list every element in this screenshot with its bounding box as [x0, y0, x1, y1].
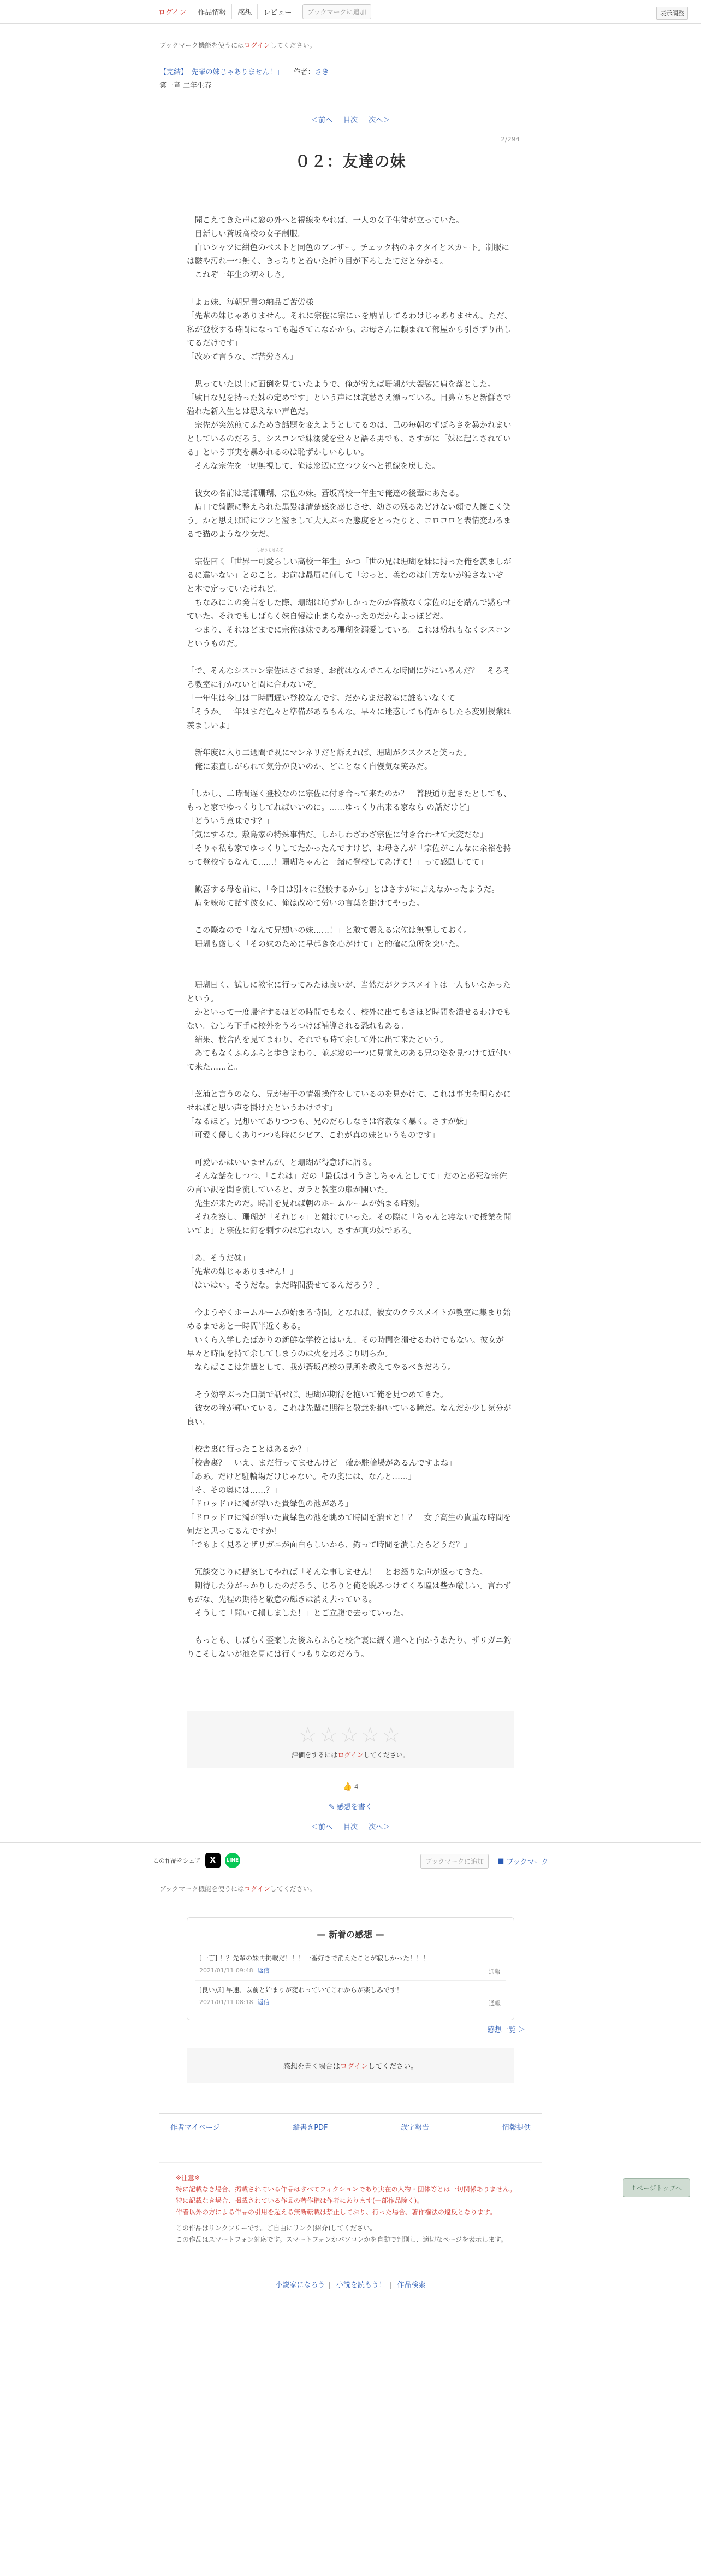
novel-paragraph: 宗佐が突然煎てふためき話題を変えようとしてるのは、己の毎朝のずぼらさを暴かれまいとしているのだろう。シスコンで妹溺愛を堂々と語る男でも、さすがに「妹に起こされている」という事実を暴かれるのは恥ずかしいらしい。	[187, 421, 512, 457]
novel-paragraph	[187, 1293, 514, 1307]
caution-gap	[176, 2218, 525, 2223]
novel-paragraph: 「校舎裏に行ったことはあるか？」	[187, 1445, 313, 1454]
star-icon[interactable]: ☆	[319, 1723, 340, 1747]
novel-paragraph	[187, 474, 514, 487]
novel-paragraph: ちなみにこの発言をした際、珊瑚は恥ずかしかったのか容赦なく宗佐の足を踏んで黙らせていた。それでもしばらく妹自慢は止まらなかったのだからよっぽどだ。	[187, 599, 512, 621]
novel-paragraph	[187, 1238, 514, 1252]
novel-paragraph: 思っていた以上に面倒を見ていたようで、俺が労えば珊瑚が大袈裟に肩を落とした。	[194, 380, 496, 389]
impression-reply-link[interactable]: 返信	[257, 1967, 270, 1974]
typo-report-link[interactable]: 誤字報告	[401, 2124, 430, 2132]
caution-line: 特に記載なき場合、掲載されている作品の著作権は作者にあります(一部作品除く)。	[176, 2197, 424, 2205]
impression-item	[195, 1981, 506, 2012]
page-number: 2/294	[501, 135, 520, 143]
share-bar	[0, 1842, 701, 1875]
bookmark-notice-bottom	[159, 1884, 542, 1893]
novel-paragraph: 「そりゃ私も家でゆっくりしてたかったんですけど、お母さんが「宗佐がこんなに余裕を持って登校するなんて……！珊瑚ちゃんと一緒に登校してあげて！」って感動してて」	[187, 844, 512, 867]
novel-paragraph: 「一年生は今日は二時間遅い登校なんです。だからまだ教室に誰もいなくて」	[187, 694, 464, 703]
novel-paragraph: 今ようやくホームルームが始まる時間。となれば、彼女のクラスメイトが教室に集まり始めるまであと一時間半近くある。	[187, 1309, 511, 1331]
novel-paragraph: 歓喜する母を前に、「今日は別々に登校するから」とはさすがに言えなかったようだ。	[194, 885, 500, 894]
pager-top	[159, 114, 542, 125]
prev-link[interactable]: ＜前へ	[311, 116, 332, 125]
report-link[interactable]: 通報	[489, 2000, 501, 2007]
impression-text: [良い点] 早速、以前と始まりが変わっていてこれからが楽しみです！	[199, 1986, 403, 1994]
notice-after-bottom: してください。	[270, 1885, 316, 1893]
novel-paragraph: 「ああ。だけど駐輪場だけじゃない。その奥には、なんと……」	[187, 1473, 416, 1481]
novel-paragraph: 「気にするな。敷島家の特殊事情だ。しかしわざわざ宗佐に付き合わせて大変だな」	[187, 831, 488, 840]
novel-paragraph: 「そうか。一年はまだ色々と準備があるもんな。早々に迷惑しても俺からしたら変別授業は羨ましいよ」	[187, 708, 512, 730]
novel-body	[187, 214, 514, 1662]
novel-paragraph: 「芝浦と言うのなら、兄が若干の情報操作をしているのを見かけて、これは事実を明らかにせねばと思い声を掛けたというわけです」	[187, 1090, 512, 1113]
impression-date-row	[199, 1998, 502, 2006]
notice-text-after: してください。	[270, 42, 316, 49]
notice-text: ブックマーク機能を使うには	[159, 42, 245, 49]
caution-line: 作者以外の方による作品の引用を超える無断転載は禁止しており、行った場合、著作権法の違反となります。	[176, 2208, 497, 2216]
novel-paragraph: 珊瑚も厳しく「その妹のために早起きを心がけて」と的確に急所を突いた。	[194, 940, 464, 949]
novel-paragraph: 白いシャツに紺色のベストと同色のブレザー。チェック柄のネクタイとスカート。制服には皺や汚れ一つ無く、きっちりと着いた折り目が下ろしたてだと分かる。	[187, 244, 509, 266]
impression-reply-link[interactable]: 返信	[257, 1999, 270, 2006]
next-link-bottom[interactable]: 次へ＞	[369, 1823, 390, 1831]
novel-paragraph: 結果、校舎内を見てまわり、それでも時て余して外に出て来たという。	[194, 1036, 448, 1044]
new-impressions	[187, 1917, 514, 2020]
novel-paragraph: そんな宗佐を一切無視して、俺は窓辺に立つ少女へと視線を戻した。	[194, 462, 440, 471]
share-label: この作品をシェア	[153, 1857, 201, 1864]
impression-write-text[interactable]: 感想を書く	[337, 1803, 373, 1811]
novel-paragraph: 肩を竦めて話す彼女に、俺は改めて労いの言葉を掛けてやった。	[194, 899, 424, 908]
novel-paragraph: そうして「聞いて損しました！」とご立腹で去っていった。	[194, 1609, 408, 1618]
next-link[interactable]: 次へ＞	[369, 116, 390, 125]
notice-login-link-bottom[interactable]: ログイン	[244, 1885, 270, 1893]
caution-heading: ※注意※	[176, 2174, 200, 2182]
episode-title: ０２：友達の妹	[295, 152, 406, 170]
novel-paragraph: つまり、それほどまでに宗佐は妹である珊瑚を溺愛している。これは紛れもなくシスコンというものだ。	[187, 626, 512, 648]
novel-paragraph: 珊瑚曰く、試しに教室に行ってみたは良いが、当然だがクラスメイトは一人もいなかったという。	[187, 981, 511, 1003]
footer-search-link[interactable]: 作品検索	[397, 2281, 426, 2289]
novel-paragraph: 「駄目な兄を持った妹の定めです」という声には哀愁さえ漂っている。目鼻立ちと新鮮さで溢れた新入生とは思えない声色だ。	[187, 394, 512, 416]
rating-stars	[187, 1723, 514, 1747]
novel-paragraph: 「なるほど。兄想いてありつつも、兄のだらしなさは容赦なく暴く。さすが妹」	[187, 1118, 472, 1126]
novel-paragraph: 彼女の瞳が輝いている。これは先輩に期待と敬意を抱いている瞳だ。なんだか少し気分が良い。	[187, 1404, 512, 1427]
footer-narou-link[interactable]: 小説家になろう	[275, 2281, 325, 2289]
review-link[interactable]: レビュー	[263, 9, 292, 17]
novel-paragraph: 冗談交じりに提案してやれば「そんな事しません！」とお怒りな声が返ってきた。	[194, 1568, 488, 1577]
novel-paragraph	[187, 1074, 514, 1088]
new-impressions-heading: — 新着の感想 —	[317, 1929, 384, 1940]
novel-paragraph: それを察し、珊瑚が「それじゃ」と離れていった。その際に「ちゃんと寝ないで授業を聞いてよ」と宗佐に釘を刺すのは忘れない。さすが真の妹である。	[187, 1213, 512, 1236]
novel-paragraph	[187, 1621, 514, 1634]
novel-paragraph: 目新しい蒼坂高校の女子制服。	[194, 230, 306, 239]
share-left	[153, 1853, 240, 1868]
novel-paragraph: ならばここは先輩として、我が蒼坂高校の見所を教えてやるべきだろう。	[194, 1363, 456, 1372]
novel-paragraph: 「可愛く優しくありつつも時にシビア、これが真の妹というものです」	[187, 1131, 439, 1140]
novel-paragraph: 先生が来たのだ。時計を見れば朝のホームルームが始まる時刻。	[194, 1200, 424, 1208]
footer-sep: |	[328, 2281, 331, 2289]
toc-link[interactable]: 目次	[343, 116, 358, 125]
novel-paragraph: 「改めて言うな、ご苦労さん」	[187, 353, 298, 362]
novel-paragraph	[187, 651, 514, 665]
impressions-more-link[interactable]: 感想一覧 ＞	[487, 2026, 525, 2034]
work-info-link[interactable]: 作品情報	[192, 4, 232, 19]
novel-paragraph	[187, 1552, 514, 1566]
display-settings-button[interactable]: 表示調整	[656, 7, 688, 20]
novel-paragraph	[187, 952, 514, 965]
impression-write-box	[187, 2048, 514, 2083]
rating-login-link[interactable]: ログイン	[337, 1751, 364, 1759]
novel-paragraph: 期待した分がっかりしたのだろう、じろりと俺を睨みつけてくる瞳は些か厳しい。言わずもがな、先程の期待と敬意の輝きは消え去っている。	[187, 1582, 512, 1604]
novel-paragraph: いくら入学したばかりの新鮮な学校とはいえ、その時間を潰せるわけでもない。彼女が早々と時間を持て余してしまうのは火を見るより明らか。	[187, 1336, 504, 1358]
novel-paragraph: もっとも、しばらく歪案した後ふらふらと校舎裏に続く道へと向かうあたり、ザリガニ釣りこそしないが池を見には行くつもりなのだろう。	[187, 1636, 512, 1659]
novel-paragraph: かといって一度帰宅するほどの時間でもなく、校外に出てもさほど時間を潰せるわけでもない。むしろ下手に校外をうろつけば補導される恐れもある。	[187, 1008, 512, 1031]
author-link[interactable]: さき	[314, 68, 329, 76]
series-info	[159, 66, 542, 76]
series-title-link[interactable]: 【完結】「先輩の妹じゃありません！」	[159, 68, 284, 76]
top-nav	[153, 4, 371, 19]
caution-line: この作品はリンクフリーです。ご自由にリンク(紹介)してください。	[176, 2224, 377, 2232]
impression-write-link[interactable]	[0, 1801, 701, 1811]
notice-wrap	[159, 1884, 542, 1893]
impressions-link[interactable]: 感想	[232, 4, 258, 19]
novel-paragraph: 宗佐曰く「世界一可愛らしい高校一年生」かつ「世の兄は珊瑚を妹に持った俺を羨ましがるに違いない」とのこと。お前は贔屓に何して「おっと、羨むのは仕方ないが渡さないぞ」と本で定っていたけれど。	[187, 558, 512, 594]
novel-paragraph: 「先輩の妹じゃありません！」	[187, 1268, 298, 1277]
prev-link-bottom[interactable]: ＜前へ	[311, 1823, 332, 1831]
novel-paragraph: 彼女の名前は芝浦珊瑚、宗佐の妹。蒼坂高校一年生で俺達の後輩にあたる。	[194, 489, 464, 498]
novel-paragraph	[187, 733, 514, 747]
caution-box	[159, 2162, 542, 2256]
novel-paragraph	[187, 911, 514, 924]
new-impressions-title: 新着の感想	[328, 1929, 372, 1940]
novel-paragraph	[187, 774, 514, 788]
ruby-note: しばうらさんご	[257, 548, 283, 552]
reaction-count: 4	[354, 1783, 359, 1791]
reaction	[0, 1782, 701, 1791]
star-icon[interactable]: ☆	[361, 1723, 382, 1747]
novel-paragraph: これぞ一年生の初々しさ。	[194, 271, 289, 280]
novel-paragraph: 「はいはい。そうだな。まだ時間潰せてるんだろう？」	[187, 1281, 385, 1290]
novel-paragraph: あてもなくふらふらと歩きまわり、並ぶ窓の一つに見覚えのある兄の姿を見つけて近付いて来た……と。	[187, 1049, 512, 1072]
novel-paragraph	[187, 542, 514, 556]
notice-text-bottom: ブックマーク機能を使うには	[159, 1885, 245, 1893]
novel-paragraph: 「しかし、二時間遅く登校なのに宗佐に付き合って来たのか？ 普段通り起きたとしても、もっと家でゆっくりしてればいいのに。……ゆっくり出来る家なら の話だけど」	[187, 790, 512, 812]
star-icon[interactable]: ☆	[340, 1723, 361, 1747]
caution-line: 特に記載なき場合、掲載されている作品はすべてフィクションであり実在の人物・団体等とは一切関係ありません。	[176, 2185, 516, 2193]
pencil-icon: ✎	[328, 1803, 335, 1811]
rating-note	[187, 1750, 514, 1759]
star-icon[interactable]: ☆	[298, 1723, 319, 1747]
footer-links	[0, 2272, 701, 2294]
rating-box	[187, 1711, 514, 1768]
novel-paragraph	[187, 870, 514, 883]
bookmark-icon: ■	[497, 1857, 504, 1865]
rating-note-after: してください。	[363, 1751, 409, 1759]
novel-paragraph: 「校舎裏？ いえ、まだ行ってませんけど。確か駐輪場があるんですよね」	[187, 1459, 456, 1468]
novel-paragraph: 「でもよく見るとザリガニが面白らしいから、釣って時間を潰したらどうだ？」	[187, 1541, 472, 1550]
novel-paragraph	[187, 1429, 514, 1443]
report-link[interactable]: 通報	[489, 1968, 501, 1975]
pager-bottom	[0, 1821, 701, 1831]
login-link[interactable]: ログイン	[153, 4, 192, 19]
novel-paragraph: この際なので「なんて兄想いの妹……！」と敢て震える宗佐は無視しておく。	[194, 926, 472, 935]
novel-paragraph	[187, 1375, 514, 1389]
novel-paragraph: そう効率ぶった口調で話せば、珊瑚が期待を抱いて俺を見つめてきた。	[194, 1391, 448, 1399]
novel-paragraph	[187, 364, 514, 378]
novel-paragraph: 「で、そんなシスコン宗佐はさておき、お前はなんでこんな時間に外にいるんだ？ そろそろ教室に行かないと間に合わないぞ」	[187, 667, 511, 689]
footer-yomou-link[interactable]: 小説を読もう！	[336, 2281, 386, 2289]
bookmark-link[interactable]: ブックマーク	[506, 1858, 549, 1866]
novel-paragraph: 「先輩の妹じゃありません。それに宗佐に宗にぃを納品してるわけじゃありません。ただ、私が登校する時間になっても起きてこなかから、お母さんに頼まれて部屋から引きずり出してるだけです」	[187, 312, 512, 348]
imp-write-after: してください。	[368, 2063, 418, 2071]
impression-text: [一言] ！？先輩の妹再掲載だ！！！一番好きで消えたことが寂しかった！！！	[199, 1954, 430, 1962]
imp-write-login-link[interactable]: ログイン	[340, 2063, 369, 2071]
vertical-pdf-link[interactable]: 縦書きPDF	[293, 2124, 328, 2132]
impression-item	[195, 1949, 506, 1981]
chapter-title: 第一章 二年生春	[159, 82, 212, 90]
footer-sep: |	[389, 2281, 392, 2289]
novel-paragraph: 「どういう意味です？」	[187, 817, 274, 826]
star-icon[interactable]: ☆	[382, 1723, 403, 1747]
novel-paragraph: 「あ、そうだ妹」	[187, 1254, 250, 1263]
top-bar	[0, 0, 701, 24]
bottom-links	[159, 2113, 542, 2140]
bookmark-notice	[159, 40, 542, 50]
author-label: 作者：	[293, 68, 315, 76]
novel-paragraph: 「そ、その奥には……？」	[187, 1486, 282, 1495]
bookmark-add-button-bottom[interactable]: ブックマークに追加	[420, 1854, 489, 1869]
bookmark-add-button[interactable]: ブックマークに追加	[302, 4, 371, 19]
novel-paragraph	[187, 1143, 514, 1156]
info-provide-link[interactable]: 情報提供	[502, 2124, 531, 2132]
page-top-button[interactable]: ↑ページトップへ	[623, 2178, 690, 2197]
novel-paragraph	[187, 965, 514, 979]
novel-paragraph: 「よぉ妹、毎朝兄貴の納品ご苦労様」	[187, 298, 322, 307]
impression-date-row	[199, 1966, 502, 1975]
novel-paragraph: 俺に素直しがられて気分が良いのか、どことなく自慢気な笑みだ。	[194, 763, 432, 771]
imp-write-text: 感想を書く場合は	[283, 2063, 340, 2071]
novel-paragraph: 「ドロッドロに濁が浮いた貴緑色の池を眺めて時間を潰せと！？ 女子高生の貴重な時間を何だと思ってるんですか！」	[187, 1514, 512, 1536]
notice-login-link[interactable]: ログイン	[244, 42, 270, 49]
impression-date: 2021/01/11 09:48	[199, 1967, 253, 1974]
rating-note-text: 評価をするには	[292, 1751, 338, 1759]
impression-date: 2021/01/11 08:18	[199, 1999, 253, 2006]
novel-header	[159, 40, 542, 172]
thumbs-up-icon[interactable]: 👍	[342, 1782, 352, 1791]
novel-paragraph: そんな話をしつつ、「これは」だの「最低は４うさしちゃんとしてて」だのと必死な宗佐の言い訳を聞き流していると、ガラと教室の扉が開いた。	[187, 1172, 507, 1195]
novel-paragraph: 肩口で綺麗に整えられた黒髪は清楚感を感じさせ、幼さの残るあどけない顔で人懐こく笑う。かと思えば時にツンと澄まして大人ぶった態度をとったりと、コロコロと表情変わるまるで猫のような少女だ。	[187, 503, 512, 539]
novel-paragraph	[187, 282, 514, 296]
novel-paragraph: 聞こえてきた声に窓の外へと視線をやれば、一人の女子生徒が立っていた。	[194, 216, 464, 225]
novel-paragraph: 「ドロッドロに濁が浮いた貴緑色の池がある」	[187, 1500, 353, 1509]
share-right	[420, 1854, 549, 1869]
x-share-icon[interactable]: X	[205, 1853, 221, 1868]
novel-paragraph: 可愛いかはいいませんが、と珊瑚が得意げに語る。	[194, 1159, 377, 1167]
toc-link-bottom[interactable]: 目次	[343, 1823, 358, 1831]
author-mypage-link[interactable]: 作者マイページ	[170, 2124, 220, 2132]
novel-paragraph: 新年度に入り二週間で既にマンネリだと訴えれば、珊瑚がクスクスと笑った。	[194, 749, 472, 758]
caution-line: この作品はスマートフォン対応です。スマートフォンかパソコンかを自動で判別し、適切なページを表示します。	[176, 2236, 508, 2243]
line-share-icon[interactable]: LINE	[225, 1853, 240, 1868]
